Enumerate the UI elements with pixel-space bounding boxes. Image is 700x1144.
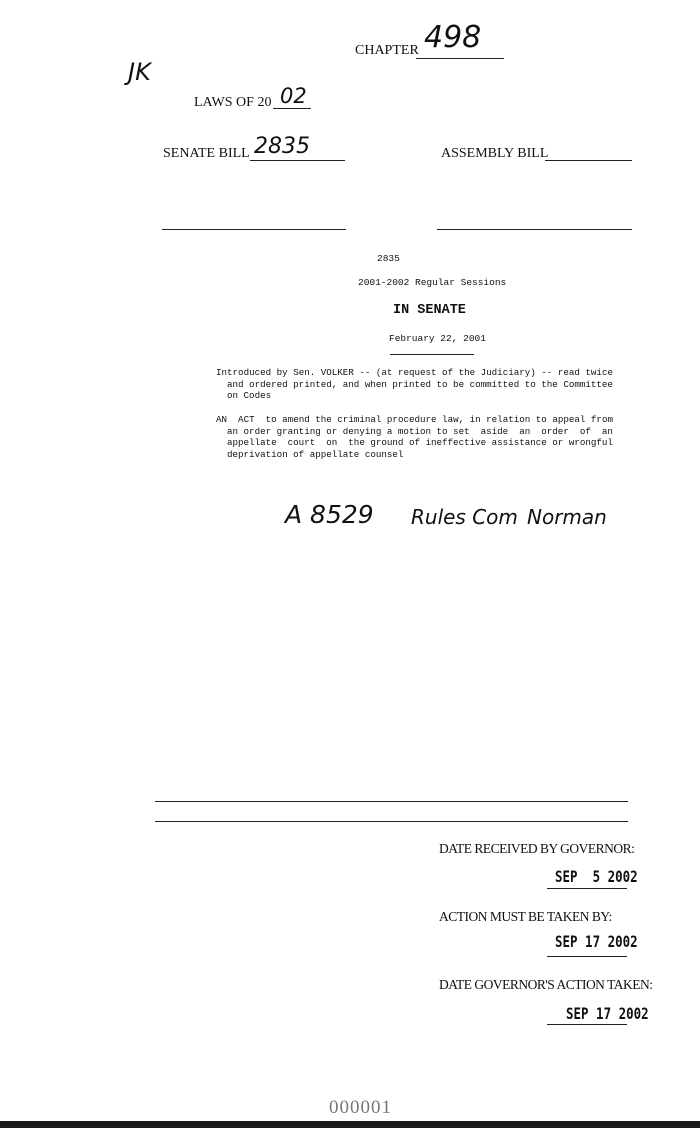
date-rule (390, 354, 474, 355)
laws-year: 02 (280, 84, 307, 108)
scan-bottom-edge (0, 1121, 700, 1128)
act-line-3: appellate court on the ground of ineffective assistance or wrongful (227, 437, 613, 448)
assembly-bill-label: ASSEMBLY BILL (441, 146, 549, 161)
bill-date: February 22, 2001 (389, 333, 486, 344)
received-date-line (547, 888, 627, 889)
bill-number: 2835 (377, 253, 400, 264)
action-by-label: ACTION MUST BE TAKEN BY: (439, 909, 612, 924)
action-by-date-stamp: SEP 17 2002 (555, 932, 638, 951)
laws-label: LAWS OF 20 (194, 95, 272, 110)
senate-signature-line (162, 229, 346, 230)
senate-bill-label: SENATE BILL (163, 146, 250, 161)
senate-bill-underline (250, 160, 345, 161)
act-line-4: deprivation of appellate counsel (227, 448, 404, 460)
intro-line-1: Introduced by Sen. VOLKER -- (at request of the Judiciary) -- read twice (216, 367, 613, 378)
sessions: 2001-2002 Regular Sessions (358, 277, 507, 288)
page-number: 000001 (329, 1097, 392, 1118)
handwritten-assembly-ref: A 8529 (285, 500, 374, 529)
act-line-1: AN ACT to amend the criminal procedure law, in relation to appeal from (216, 414, 613, 425)
action-taken-date-line (547, 1024, 627, 1025)
assembly-signature-line (437, 229, 632, 230)
laws-year-underline (273, 108, 311, 109)
chapter-number: 498 (424, 20, 482, 55)
initials: JK (128, 58, 151, 86)
action-by-date-line (547, 956, 627, 957)
lower-rule-2 (155, 821, 628, 822)
lower-rule-1 (155, 801, 628, 802)
intro-line-3: on Codes (227, 390, 272, 401)
handwritten-sponsor: Norman (527, 505, 607, 529)
act-line-2: an order granting or denying a motion to set aside an order of an (227, 425, 613, 437)
senate-bill-number: 2835 (254, 134, 310, 159)
chapter-label: CHAPTER (355, 43, 419, 58)
house-heading: IN SENATE (393, 303, 466, 318)
received-label: DATE RECEIVED BY GOVERNOR: (439, 841, 635, 856)
intro-text (216, 367, 613, 402)
action-taken-date-stamp: SEP 17 2002 (566, 1004, 649, 1023)
intro-line-2: and ordered printed, and when printed to be committed to the Committee (227, 378, 613, 390)
action-taken-label: DATE GOVERNOR'S ACTION TAKEN: (439, 977, 653, 992)
act-text (216, 414, 613, 460)
chapter-underline (416, 58, 504, 59)
received-date-stamp: SEP 5 2002 (555, 867, 638, 886)
handwritten-committee-note: Rules Com (411, 505, 518, 529)
assembly-bill-underline (545, 160, 632, 161)
